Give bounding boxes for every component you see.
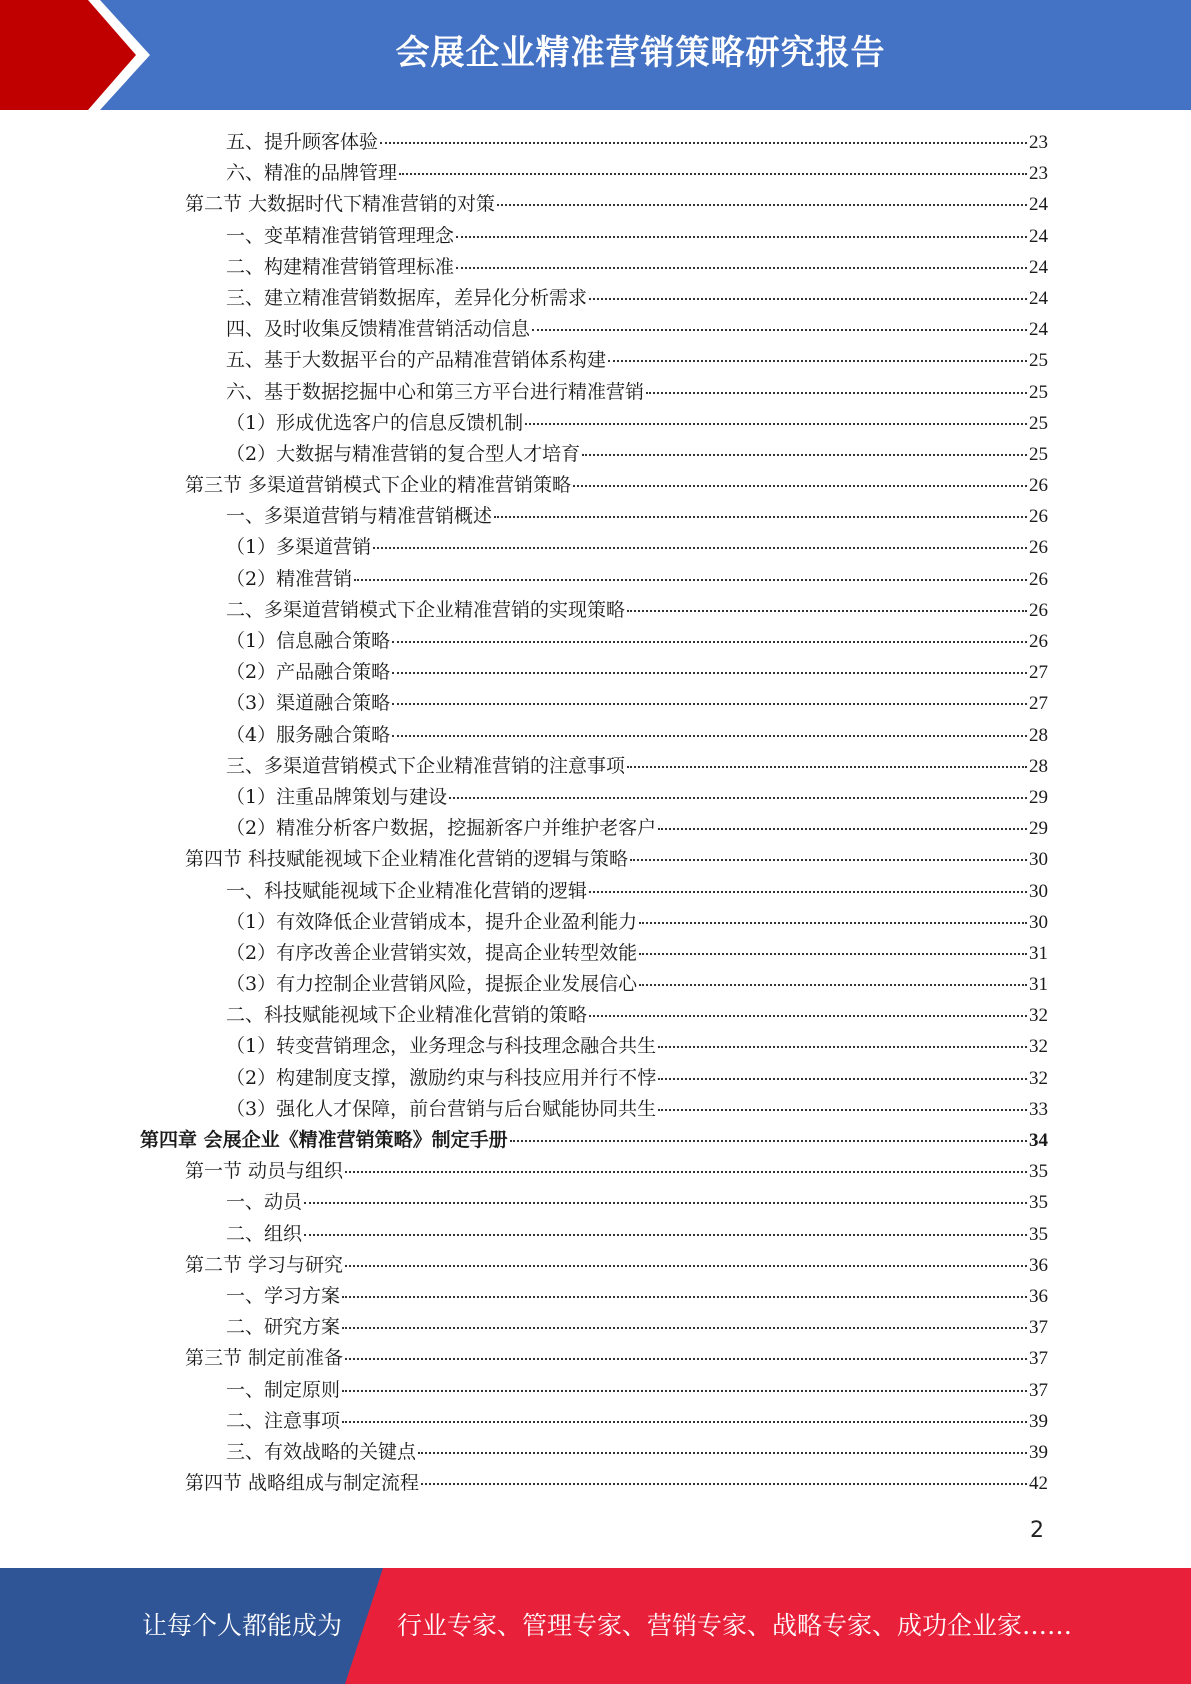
toc-entry-page: 24 — [1029, 256, 1048, 278]
toc-entry-title: 二、研究方案 — [226, 1316, 341, 1339]
toc-entry-page: 24 — [1029, 287, 1048, 309]
toc-dot-leader — [582, 454, 1027, 456]
toc-entry[interactable] — [140, 969, 1048, 1000]
toc-entry-title: （1）信息融合策略 — [226, 630, 391, 652]
toc-entry-page: 31 — [1029, 974, 1048, 996]
toc-entry[interactable] — [140, 252, 1048, 283]
toc-entry[interactable] — [140, 314, 1048, 345]
footer-slogan-left: 让每个人都能成为 — [142, 1611, 343, 1640]
toc-dot-leader — [658, 828, 1027, 830]
toc-dot-leader — [373, 547, 1027, 549]
toc-entry-title: 一、学习方案 — [226, 1284, 341, 1307]
toc-entry-title: 一、制定原则 — [226, 1378, 341, 1401]
toc-entry-page: 32 — [1029, 1036, 1048, 1058]
toc-entry-page: 25 — [1029, 350, 1048, 372]
toc-entry-title: 六、基于数据挖掘中心和第三方平台进行精准营销 — [226, 380, 645, 403]
toc-entry-page: 23 — [1029, 132, 1048, 153]
toc-entry[interactable] — [140, 1094, 1048, 1125]
toc-entry-page: 33 — [1029, 1098, 1048, 1120]
toc-entry-title: （3）渠道融合策略 — [226, 692, 391, 715]
toc-entry-title: 三、建立精准营销数据库，差异化分析需求 — [226, 286, 588, 309]
toc-dot-leader — [380, 142, 1027, 144]
table-of-contents — [140, 127, 1048, 1499]
toc-entry-title: （2）产品融合策略 — [226, 661, 391, 684]
toc-entry-page: 34 — [1029, 1130, 1048, 1151]
toc-entry-title: （2）精准分析客户数据，挖掘新客户并维护老客户 — [226, 817, 657, 840]
toc-entry[interactable] — [140, 1063, 1048, 1094]
toc-dot-leader — [421, 1483, 1027, 1485]
toc-dot-leader — [627, 766, 1027, 768]
toc-entry-page: 24 — [1029, 194, 1048, 216]
toc-entry[interactable] — [140, 907, 1048, 938]
toc-entry[interactable] — [140, 470, 1048, 501]
toc-entry-title: （2）构建制度支撑，激励约束与科技应用并行不悖 — [226, 1066, 657, 1089]
toc-entry-page: 32 — [1029, 1005, 1048, 1027]
toc-dot-leader — [589, 1015, 1027, 1017]
toc-entry-page: 35 — [1029, 1161, 1048, 1183]
toc-entry[interactable] — [140, 501, 1048, 532]
toc-dot-leader — [630, 859, 1027, 861]
toc-entry-page: 27 — [1029, 693, 1048, 715]
toc-entry-page: 39 — [1029, 1441, 1048, 1463]
toc-entry-title: 第三节 制定前准备 — [185, 1347, 344, 1370]
toc-dot-leader — [456, 267, 1027, 269]
toc-dot-leader — [658, 1109, 1027, 1111]
toc-dot-leader — [342, 1327, 1027, 1329]
document-title: 会展企业精准营销策略研究报告 — [395, 33, 886, 73]
toc-entry[interactable] — [140, 221, 1048, 252]
toc-dot-leader — [342, 1296, 1027, 1298]
toc-dot-leader — [627, 610, 1027, 612]
toc-entry[interactable] — [140, 595, 1048, 626]
toc-entry-title: 一、变革精准营销管理理念 — [226, 224, 455, 247]
toc-entry-title: 二、组织 — [226, 1222, 303, 1245]
toc-entry-title: 一、科技赋能视域下企业精准化营销的逻辑 — [226, 879, 588, 902]
toc-entry-page: 36 — [1029, 1285, 1048, 1307]
toc-entry[interactable] — [140, 1375, 1048, 1406]
toc-entry[interactable] — [140, 1468, 1048, 1499]
toc-dot-leader — [418, 1452, 1027, 1454]
toc-entry-title: 一、多渠道营销与精准营销概述 — [226, 505, 493, 528]
toc-entry-title: （3）有力控制企业营销风险，提振企业发展信心 — [226, 973, 638, 996]
toc-entry-page: 31 — [1029, 942, 1048, 964]
toc-entry-title: 五、基于大数据平台的产品精准营销体系构建 — [226, 349, 607, 372]
toc-entry-title: 第二节 学习与研究 — [185, 1253, 344, 1276]
toc-entry-title: 第一节 动员与组织 — [185, 1160, 344, 1183]
toc-entry-page: 26 — [1029, 537, 1048, 559]
toc-entry-title: （4）服务融合策略 — [226, 723, 391, 746]
toc-entry[interactable] — [140, 1187, 1048, 1218]
header-band — [0, 0, 1191, 110]
toc-dot-leader — [639, 953, 1027, 955]
toc-entry-page: 26 — [1029, 568, 1048, 590]
toc-dot-leader — [392, 672, 1027, 674]
toc-dot-leader — [639, 984, 1027, 986]
footer-band — [0, 1568, 1191, 1684]
toc-entry-page: 26 — [1029, 475, 1048, 497]
toc-dot-leader — [532, 329, 1027, 331]
toc-dot-leader — [525, 423, 1027, 425]
toc-entry-page: 27 — [1029, 662, 1048, 684]
toc-dot-leader — [399, 173, 1027, 175]
toc-entry-page: 28 — [1029, 724, 1048, 746]
toc-entry-title: 五、提升顾客体验 — [226, 131, 379, 153]
toc-entry-page: 25 — [1029, 412, 1048, 434]
toc-entry[interactable] — [140, 1406, 1048, 1437]
toc-entry-title: 第四节 科技赋能视域下企业精准化营销的逻辑与策略 — [185, 848, 629, 871]
toc-entry-title: （3）强化人才保障，前台营销与后台赋能协同共生 — [226, 1097, 657, 1120]
toc-entry-page: 32 — [1029, 1067, 1048, 1089]
toc-entry-page: 28 — [1029, 755, 1048, 777]
toc-dot-leader — [573, 485, 1027, 487]
toc-entry-title: 三、多渠道营销模式下企业精准营销的注意事项 — [226, 754, 626, 777]
toc-entry-page: 37 — [1029, 1379, 1048, 1401]
toc-entry[interactable] — [140, 1343, 1048, 1374]
toc-entry-page: 24 — [1029, 225, 1048, 247]
toc-entry[interactable] — [140, 1156, 1048, 1187]
toc-entry[interactable] — [140, 626, 1048, 657]
toc-dot-leader — [608, 360, 1027, 362]
toc-entry-title: （1）形成优选客户的信息反馈机制 — [226, 411, 524, 434]
toc-entry-page: 23 — [1029, 163, 1048, 185]
toc-entry[interactable] — [140, 439, 1048, 470]
toc-entry-page: 29 — [1029, 818, 1048, 840]
toc-dot-leader — [646, 392, 1027, 394]
toc-dot-leader — [342, 1421, 1027, 1423]
toc-entry-page: 42 — [1029, 1473, 1048, 1495]
toc-dot-leader — [392, 641, 1027, 643]
toc-dot-leader — [658, 1078, 1027, 1080]
toc-entry-page: 26 — [1029, 631, 1048, 652]
toc-entry[interactable] — [140, 1125, 1048, 1156]
toc-entry-page: 30 — [1029, 849, 1048, 871]
toc-entry[interactable] — [140, 564, 1048, 595]
toc-entry-title: （2）精准营销 — [226, 567, 353, 590]
toc-dot-leader — [345, 1265, 1027, 1267]
toc-entry-page: 37 — [1029, 1317, 1048, 1339]
toc-entry[interactable] — [140, 1437, 1048, 1468]
toc-entry-page: 39 — [1029, 1410, 1048, 1432]
toc-dot-leader — [589, 298, 1027, 300]
toc-entry-page: 35 — [1029, 1223, 1048, 1245]
toc-entry-title: （2）有序改善企业营销实效，提高企业转型效能 — [226, 941, 638, 964]
toc-entry[interactable] — [140, 657, 1048, 688]
toc-entry-page: 25 — [1029, 443, 1048, 465]
toc-dot-leader — [345, 1171, 1027, 1173]
toc-entry-title: 二、多渠道营销模式下企业精准营销的实现策略 — [226, 598, 626, 621]
toc-entry-page: 37 — [1029, 1348, 1048, 1370]
toc-entry-title: 第四节 战略组成与制定流程 — [185, 1472, 420, 1495]
toc-entry-page: 25 — [1029, 381, 1048, 403]
toc-entry-title: （1）多渠道营销 — [226, 536, 372, 559]
footer-slogan-right: 行业专家、管理专家、营销专家、战略专家、成功企业家…… — [397, 1611, 1073, 1640]
toc-entry-title: 第二节 大数据时代下精准营销的对策 — [185, 193, 496, 216]
toc-entry-title: 三、有效战略的关键点 — [226, 1440, 417, 1463]
toc-entry[interactable] — [140, 876, 1048, 907]
toc-entry[interactable] — [140, 938, 1048, 969]
toc-dot-leader — [589, 891, 1027, 893]
toc-entry[interactable] — [140, 1219, 1048, 1250]
toc-dot-leader — [658, 1046, 1027, 1048]
toc-entry-title: 二、科技赋能视域下企业精准化营销的策略 — [226, 1004, 588, 1027]
toc-entry-page: 26 — [1029, 599, 1048, 621]
toc-entry[interactable] — [140, 1250, 1048, 1281]
toc-entry-page: 35 — [1029, 1192, 1048, 1214]
toc-dot-leader — [304, 1234, 1027, 1236]
toc-entry-title: 二、注意事项 — [226, 1409, 341, 1432]
toc-entry-title: （1）有效降低企业营销成本，提升企业盈利能力 — [226, 910, 638, 933]
toc-dot-leader — [497, 204, 1027, 206]
toc-entry-title: 六、精准的品牌管理 — [226, 162, 398, 185]
toc-dot-leader — [342, 1390, 1027, 1392]
page-number: 2 — [1030, 1518, 1044, 1543]
toc-entry-page: 24 — [1029, 319, 1048, 341]
toc-entry-page: 30 — [1029, 911, 1048, 933]
toc-entry[interactable] — [140, 532, 1048, 563]
toc-entry[interactable] — [140, 158, 1048, 189]
toc-entry[interactable] — [140, 1281, 1048, 1312]
toc-dot-leader — [345, 1358, 1027, 1360]
toc-entry-title: 二、构建精准营销管理标准 — [226, 255, 455, 278]
toc-dot-leader — [392, 735, 1027, 737]
toc-entry[interactable] — [140, 813, 1048, 844]
toc-entry[interactable] — [140, 1312, 1048, 1343]
toc-dot-leader — [639, 922, 1027, 924]
toc-entry-title: （2）大数据与精准营销的复合型人才培育 — [226, 442, 581, 465]
toc-entry[interactable] — [140, 127, 1048, 158]
toc-entry-title: 一、动员 — [226, 1191, 303, 1214]
toc-dot-leader — [392, 703, 1027, 705]
toc-entry-title: 第四章 会展企业《精准营销策略》制定手册 — [140, 1129, 508, 1151]
toc-entry-title: 第三节 多渠道营销模式下企业的精准营销策略 — [185, 474, 572, 497]
toc-entry-title: （1）转变营销理念，业务理念与科技理念融合共生 — [226, 1035, 657, 1058]
toc-entry[interactable] — [140, 408, 1048, 439]
toc-entry[interactable] — [140, 751, 1048, 782]
toc-entry[interactable] — [140, 688, 1048, 719]
toc-entry[interactable] — [140, 283, 1048, 314]
toc-entry[interactable] — [140, 844, 1048, 875]
toc-entry[interactable] — [140, 1000, 1048, 1031]
toc-entry[interactable] — [140, 377, 1048, 408]
toc-entry-title: 四、及时收集反馈精准营销活动信息 — [226, 318, 531, 341]
toc-dot-leader — [510, 1140, 1027, 1142]
toc-dot-leader — [354, 579, 1027, 581]
toc-entry-page: 36 — [1029, 1254, 1048, 1276]
toc-dot-leader — [304, 1202, 1027, 1204]
toc-entry-page: 26 — [1029, 506, 1048, 528]
toc-entry[interactable] — [140, 189, 1048, 220]
toc-entry-title: （1）注重品牌策划与建设 — [226, 785, 448, 808]
toc-dot-leader — [449, 797, 1027, 799]
toc-entry[interactable] — [140, 720, 1048, 751]
toc-entry-page: 29 — [1029, 786, 1048, 808]
toc-dot-leader — [494, 516, 1027, 518]
toc-entry[interactable] — [140, 782, 1048, 813]
toc-entry[interactable] — [140, 345, 1048, 376]
toc-entry-page: 30 — [1029, 880, 1048, 902]
toc-entry[interactable] — [140, 1031, 1048, 1062]
toc-dot-leader — [456, 236, 1027, 238]
